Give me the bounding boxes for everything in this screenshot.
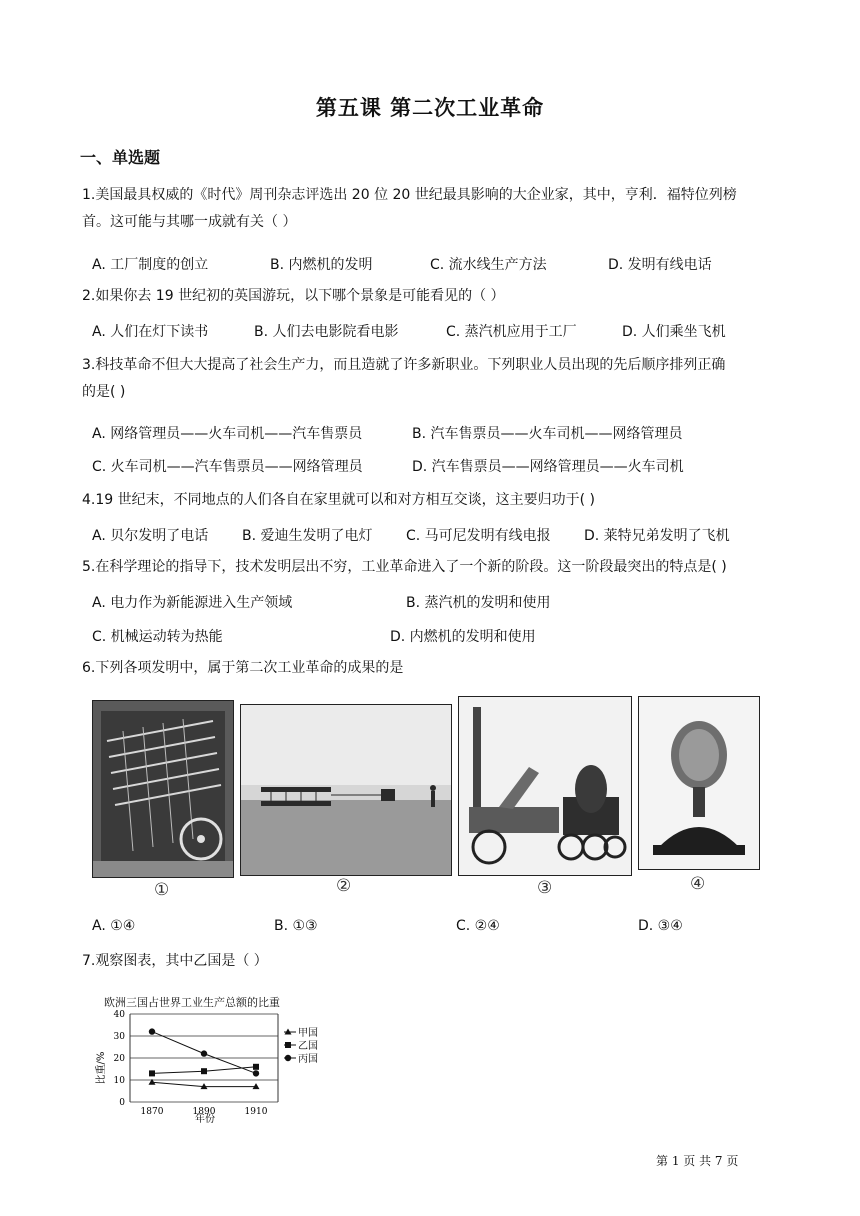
figure-1-label: ① [154,880,170,900]
chart-title: 欧洲三国占世界工业生产总额的比重 [104,996,280,1009]
chart-point [253,1083,260,1089]
chart-y-tick-label: 0 [119,1098,125,1108]
question-4-option-b[interactable]: B. 爱迪生发明了电灯 [242,528,373,544]
question-5-option-d[interactable]: D. 内燃机的发明和使用 [390,629,536,645]
figure-4-label: ④ [690,874,706,894]
question-1-line-1: 1.美国最具权威的《时代》周刊杂志评选出 20 位 20 世纪最具影响的大企业家，其中，亨利．福特位列榜 [82,187,737,203]
question-6-option-b[interactable]: B. ①③ [274,918,318,934]
chart-point [149,1028,155,1034]
question-3-line-2: 的是( ) [82,384,126,400]
legend-label-2: 乙国 [298,1041,318,1052]
figure-3-steam-locomotive-image [458,696,632,876]
question-3-stem [82,352,782,406]
chart-point [201,1068,207,1074]
chart-point [201,1050,207,1056]
question-2-option-d[interactable]: D. 人们乘坐飞机 [622,324,726,340]
question-4-option-a[interactable]: A. 贝尔发明了电话 [92,528,209,544]
question-7-stem: 7.观察图表，其中乙国是（ ） [82,953,268,969]
chart-y-tick-label: 10 [113,1076,125,1086]
chart-y-tick-label: 40 [113,1010,125,1020]
legend-label-1: 甲国 [298,1028,318,1039]
loom-illustration [93,701,233,877]
page-title: 第五课 第二次工业革命 [315,96,545,120]
line-chart [92,1008,342,1126]
chart-point [149,1070,155,1076]
page-footer: 第 1 页 共 7 页 [656,1154,739,1168]
question-2-stem: 2.如果你去 19 世纪初的英国游玩，以下哪个景象是可能看见的（ ） [82,288,505,304]
question-3-option-b[interactable]: B. 汽车售票员——火车司机——网络管理员 [412,426,683,442]
legend-marker-2 [285,1042,291,1048]
question-5-option-c[interactable]: C. 机械运动转为热能 [92,629,223,645]
chart-x-tick-label: 1910 [244,1107,268,1117]
question-1-option-a[interactable]: A. 工厂制度的创立 [92,257,209,273]
question-1-stem [82,182,782,236]
question-3-option-c[interactable]: C. 火车司机——汽车售票员——网络管理员 [92,459,363,475]
chart-y-axis-label: 比重/% [96,1051,107,1085]
chart-point [253,1070,259,1076]
question-1-option-c[interactable]: C. 流水线生产方法 [430,257,547,273]
figure-1-loom-image [92,700,234,878]
figure-4-light-bulb-image [638,696,760,870]
question-3-option-d[interactable]: D. 汽车售票员——网络管理员——火车司机 [412,459,684,475]
question-5-option-b[interactable]: B. 蒸汽机的发明和使用 [406,595,551,611]
question-5-stem: 5.在科学理论的指导下，技术发明层出不穷，工业革命进入了一个新的阶段。这一阶段最突出的特点是( ) [82,559,727,575]
chart-y-tick-label: 30 [113,1032,125,1042]
legend-marker-3 [285,1055,291,1061]
chart-y-tick-label: 20 [113,1054,125,1064]
locomotive-illustration [459,697,631,875]
question-1-option-d[interactable]: D. 发明有线电话 [608,257,712,273]
legend-label-3: 丙国 [298,1054,318,1065]
question-2-option-c[interactable]: C. 蒸汽机应用于工厂 [446,324,577,340]
airplane-illustration [241,705,451,875]
figure-2-airplane-image [240,704,452,876]
question-6-option-a[interactable]: A. ①④ [92,918,136,934]
figure-2-label: ② [336,876,352,896]
question-1-line-2: 首。这可能与其哪一成就有关（ ） [82,214,297,230]
question-6-option-d[interactable]: D. ③④ [638,918,683,934]
chart-x-tick-label: 1870 [140,1107,164,1117]
question-2-option-b[interactable]: B. 人们去电影院看电影 [254,324,399,340]
chart-x-tick-label: 1890 [192,1107,216,1117]
question-3-option-a[interactable]: A. 网络管理员——火车司机——汽车售票员 [92,426,363,442]
question-1-option-b[interactable]: B. 内燃机的发明 [270,257,373,273]
question-5-option-a[interactable]: A. 电力作为新能源进入生产领域 [92,595,293,611]
question-6-stem: 6.下列各项发明中，属于第二次工业革命的成果的是 [82,660,404,676]
chart-point [253,1064,259,1070]
question-2-option-a[interactable]: A. 人们在灯下读书 [92,324,209,340]
question-6-option-c[interactable]: C. ②④ [456,918,500,934]
chart-x-axis-label: 年份 [195,1114,215,1125]
question-3-line-1: 3.科技革命不但大大提高了社会生产力，而且造就了许多新职业。下列职业人员出现的先后顺序排列正确 [82,357,726,373]
light-bulb-illustration [639,697,759,869]
chart-point [149,1079,156,1085]
section-heading: 一、单选题 [80,148,161,167]
question-4-option-c[interactable]: C. 马可尼发明有线电报 [406,528,551,544]
question-4-option-d[interactable]: D. 莱特兄弟发明了飞机 [584,528,730,544]
figure-3-label: ③ [537,878,553,898]
question-4-stem: 4.19 世纪末，不同地点的人们各自在家里就可以和对方相互交谈，这主要归功于( ) [82,492,595,508]
